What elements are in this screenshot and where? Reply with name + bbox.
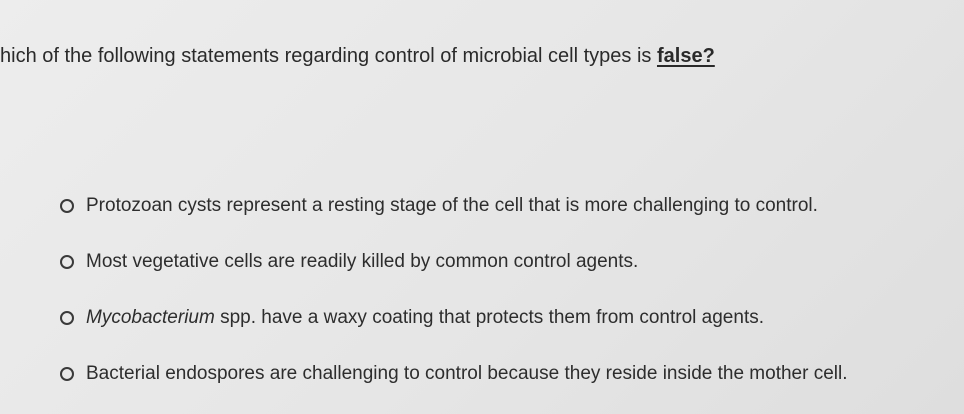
- radio-button-icon[interactable]: [60, 199, 74, 213]
- answer-option-remaining-text: spp. have a waxy coating that protects them from control agents.: [214, 307, 765, 328]
- answer-options: [60, 178, 950, 402]
- answer-option-label: Bacterial endospores are challenging to control because they reside inside the mother cell.: [86, 363, 848, 384]
- question-main-text: hich of the following statements regarding control of microbial cell types is: [0, 45, 657, 67]
- cutoff-previous-text: [0, 0, 420, 6]
- radio-button-icon[interactable]: [60, 367, 74, 381]
- answer-option-4[interactable]: [60, 346, 950, 402]
- radio-button-icon[interactable]: [60, 311, 74, 325]
- question-text: [0, 40, 960, 72]
- answer-option-1[interactable]: [60, 178, 950, 234]
- answer-option-2[interactable]: [60, 234, 950, 290]
- answer-option-italic-term: Mycobacterium: [86, 307, 215, 328]
- radio-button-icon[interactable]: [60, 255, 74, 269]
- question-emphasis-text: false?: [656, 45, 715, 67]
- answer-option-label: [86, 306, 764, 330]
- answer-option-3[interactable]: [60, 290, 950, 346]
- answer-option-label: Most vegetative cells are readily killed by common control agents.: [86, 251, 639, 272]
- answer-option-label: Protozoan cysts represent a resting stage of the cell that is more challenging to control.: [86, 195, 818, 216]
